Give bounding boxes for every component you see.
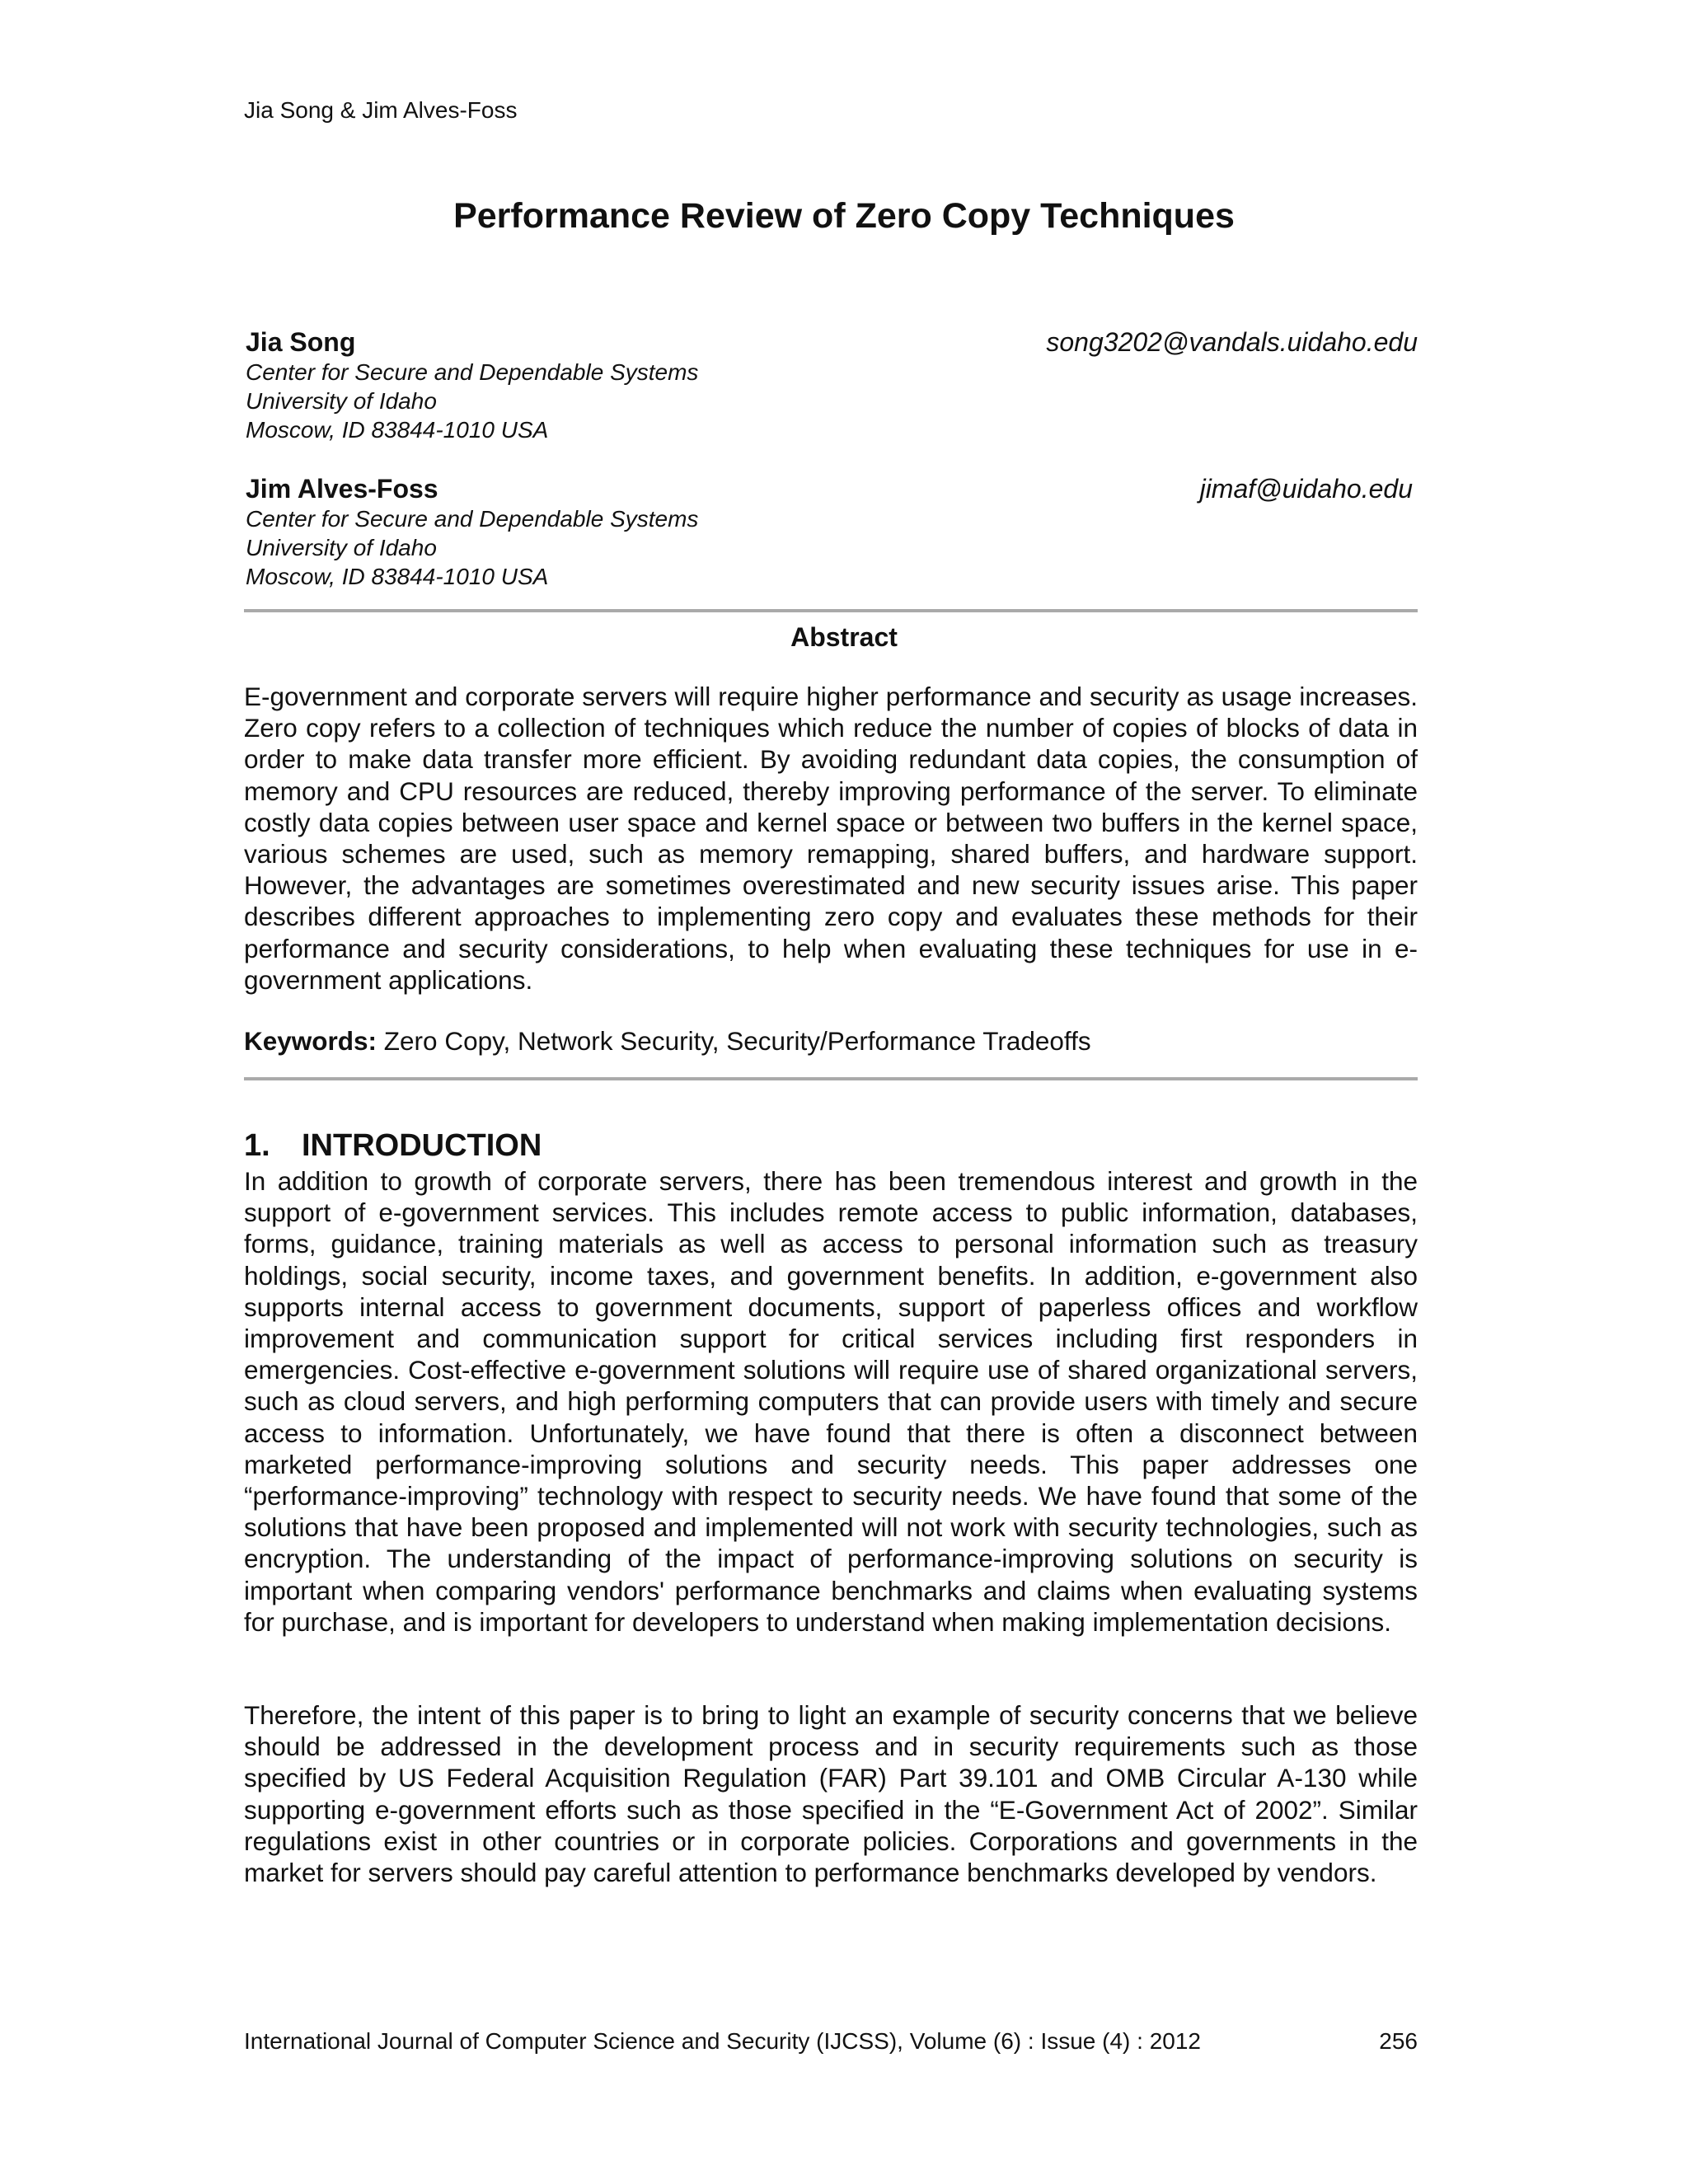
author-affiliation-line: Center for Secure and Dependable Systems [246,359,699,385]
body-paragraph: Therefore, the intent of this paper is to bring to light an example of security concerns that we believe should be addressed in the development process and in security requirements such as those specified by US Federal Acquisition Regulation (FAR) Part 39.101 and OMB Circular A-130 while supporting e-government efforts such as those specified in the “E-Government Act of 2002”. Similar regulations exist in other countries or in corporate policies. Corporations and governments in the market for servers should pay careful attention to performance benchmarks developed by vendors. [244,1700,1418,1888]
section-title: INTRODUCTION [302,1128,542,1163]
paper-title: Performance Review of Zero Copy Techniques [453,196,1235,236]
page-number: 256 [1379,2028,1418,2054]
author-affiliation-line: Moscow, ID 83844-1010 USA [246,417,549,443]
author-email: jimaf@uidaho.edu [1199,474,1413,504]
author-block [246,326,1418,444]
running-header: Jia Song & Jim Alves-Foss [244,97,518,123]
section-heading [244,1127,542,1164]
journal-citation: International Journal of Computer Science and Security (IJCSS), Volume (6) : Issue (4) : 2012 [244,2028,1202,2054]
author-email: song3202@vandals.uidaho.edu [1046,327,1418,357]
body-paragraph: In addition to growth of corporate servers, there has been tremendous interest and growth in the support of e-government services. This includes remote access to public information, databases, forms, guidance, training materials as well as access to personal information such as treasury holdings, social security, income taxes, and government benefits. In addition, e-government also supports internal access to government documents, support of paperless offices and workflow improvement and communication support for critical services including first responders in emergencies. Cost-effective e-government solutions will require use of shared organizational servers, such as cloud servers, and high performing computers that can provide users with timely and secure access to information. Unfortunately, we have found that there is often a disconnect between marketed performance-improving solutions and security needs. This paper addresses one “performance-improving” technology with respect to security needs. We have found that some of the solutions that have been proposed and implemented will not work with security technologies, such as encryption. The understanding of the impact of performance-improving solutions on security is important when comparing vendors' performance benchmarks and claims when evaluating systems for purchase, and is important for developers to understand when making implementation decisions. [244,1166,1418,1637]
author-affiliation-line: Center for Secure and Dependable Systems [246,506,699,532]
author-affiliation-line: Moscow, ID 83844-1010 USA [246,564,549,589]
author-block [246,473,1418,591]
author-name-row [246,473,1418,504]
author-name: Jim Alves-Foss [246,474,438,504]
author-name: Jia Song [246,327,356,357]
author-affiliation-line: University of Idaho [246,388,437,414]
keywords-text: Zero Copy, Network Security, Security/Performance Tradeoffs [377,1026,1091,1056]
abstract-text: E-government and corporate servers will require higher performance and security as usage increases. Zero copy refers to a collection of techniques which reduce the number of copies of blocks of data in order to make data transfer more efficient. By avoiding redundant data copies, the consumption of memory and CPU resources are reduced, thereby improving performance of the server. To eliminate costly data copies between user space and kernel space or between two buffers in the kernel space, various schemes are used, such as memory remapping, shared buffers, and hardware support. However, the advantages are sometimes overestimated and new security issues arise. This paper describes different approaches to implementing zero copy and evaluates these methods for their performance and security considerations, to help when evaluating these techniques for use in e-government applications. [244,682,1418,995]
keywords-label: Keywords: [244,1026,377,1056]
author-name-row [246,326,1418,358]
author-affiliation-line: University of Idaho [246,535,437,560]
horizontal-divider [244,1077,1418,1080]
section-number: 1. [244,1128,270,1163]
abstract-heading: Abstract [790,622,898,652]
horizontal-divider [244,609,1418,612]
keywords-line [244,1025,1418,1057]
page-footer [244,2027,1418,2055]
